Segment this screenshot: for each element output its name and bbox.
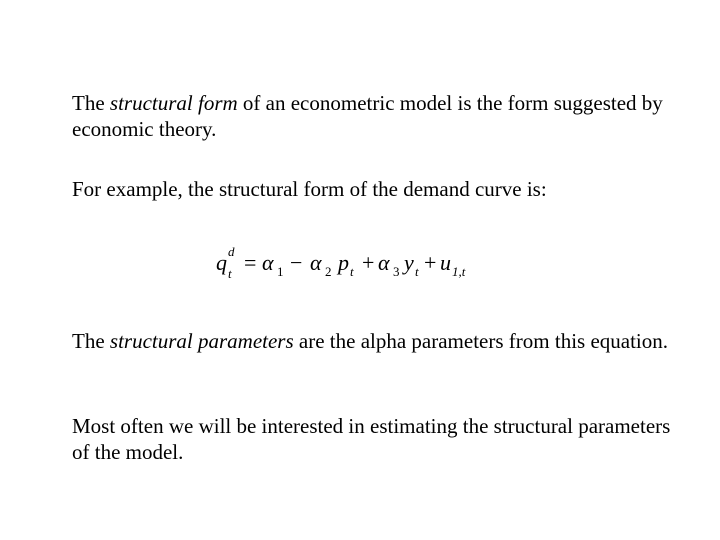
eq-alpha1-sub: 1 [277, 264, 284, 279]
eq-equals: = [244, 250, 257, 275]
paragraph-text: of an econometric model is the form suggested by economic theory. [72, 91, 663, 141]
structural-form-paragraph [72, 90, 672, 142]
eq-plus: + [424, 250, 437, 275]
eq-alpha2: α [310, 250, 322, 275]
eq-p-sub: t [350, 264, 354, 279]
estimation-paragraph [72, 413, 672, 465]
paragraph-text: The [72, 91, 110, 115]
structural-parameters-paragraph [72, 328, 672, 354]
eq-alpha3-sub: 3 [393, 264, 400, 279]
eq-alpha3: α [378, 250, 390, 275]
paragraph-text: are the alpha parameters from this equation. [293, 329, 669, 353]
emphasized-term: structural form [109, 91, 238, 115]
eq-u: u [440, 250, 451, 275]
eq-alpha2-sub: 2 [325, 264, 332, 279]
eq-q-sup: d [228, 244, 235, 259]
eq-alpha1: α [262, 250, 274, 275]
eq-q: q [216, 250, 227, 275]
equation-graphic [216, 240, 496, 290]
eq-p: p [338, 250, 349, 275]
paragraph-text: For example, the structural form of the demand curve is: [72, 177, 547, 201]
example-paragraph [72, 176, 672, 202]
eq-q-sub: t [228, 266, 232, 281]
eq-minus: − [290, 250, 303, 275]
eq-u-sub: 1,t [452, 264, 466, 279]
emphasized-term: structural parameters [109, 329, 294, 353]
eq-y-sub: t [415, 264, 419, 279]
eq-plus: + [362, 250, 375, 275]
paragraph-text: The [72, 329, 110, 353]
eq-y: y [404, 250, 414, 275]
paragraph-text: Most often we will be interested in estimating the structural parameters of the model. [72, 414, 671, 464]
demand-equation [216, 240, 496, 290]
